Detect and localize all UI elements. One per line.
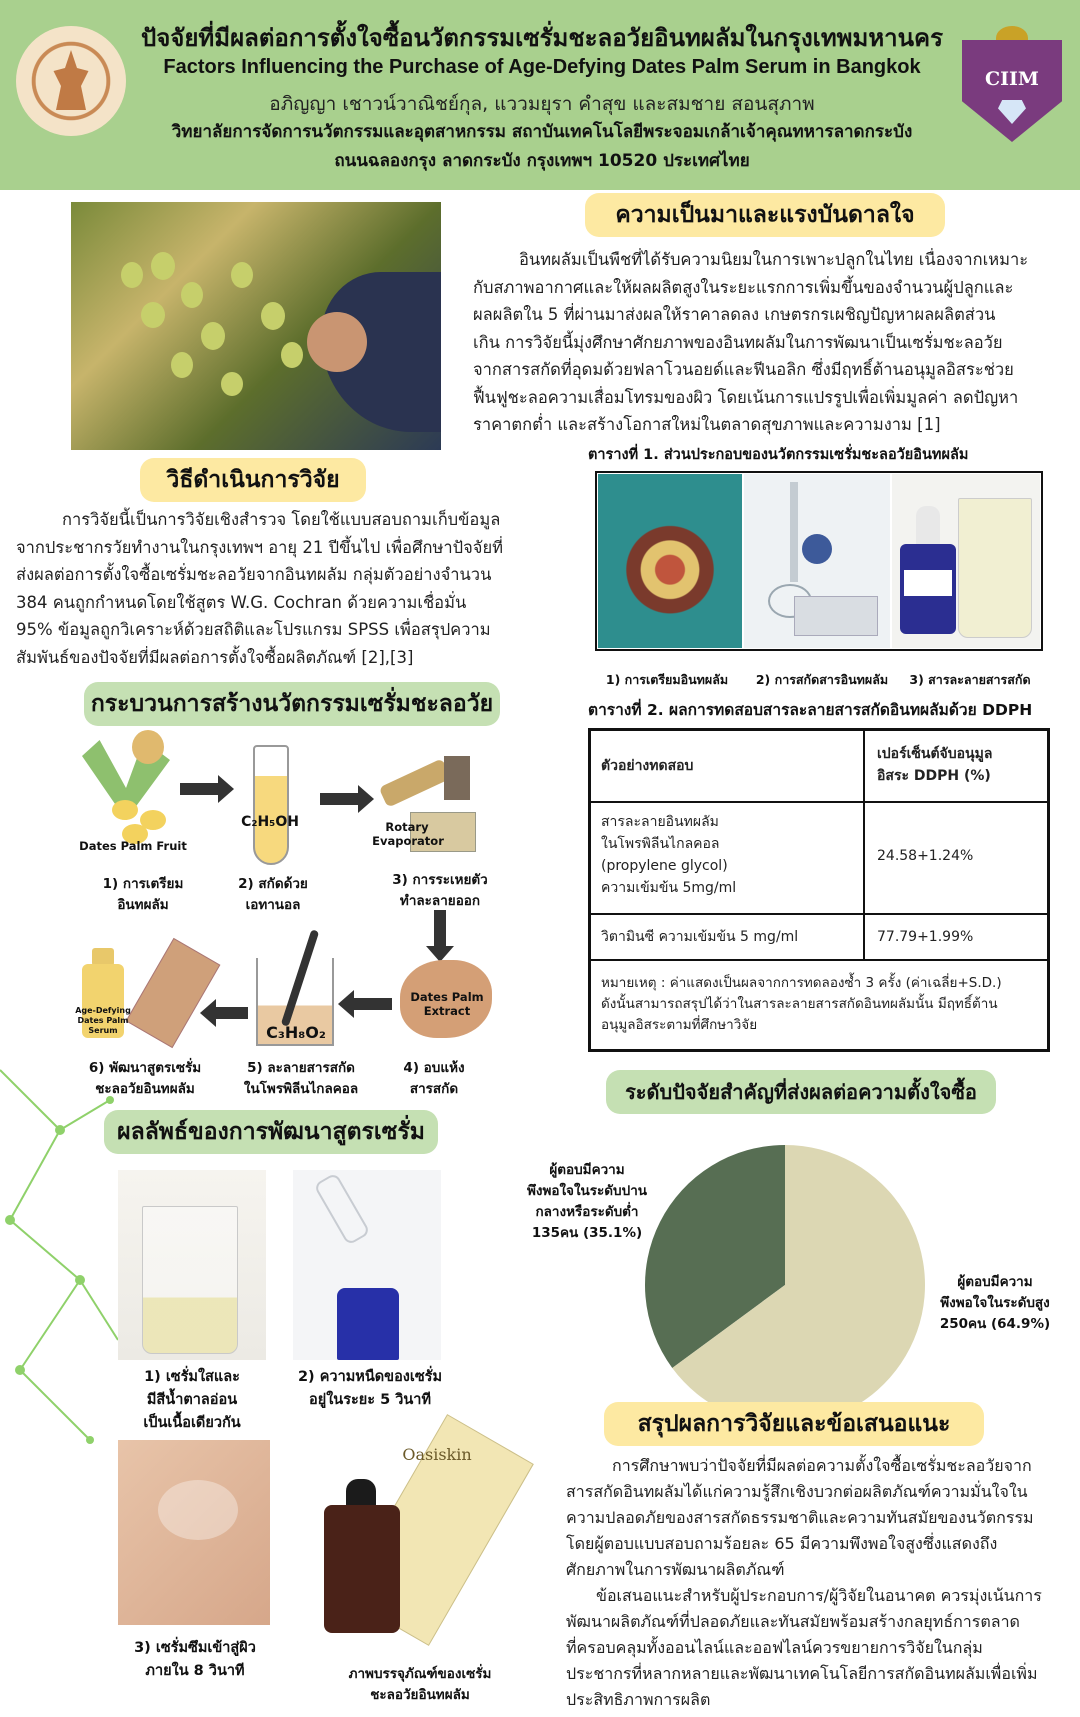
result-caption xyxy=(112,1637,278,1683)
method-line: จากประชากรวัยทำงานในกรุงเทพฯ อายุ 21 ปีขึ้นไป เพื่อศึกษาปัจจัยที่ xyxy=(16,537,504,557)
result-caption xyxy=(282,1366,458,1412)
background-line: กับสภาพอากาศและให้ผลผลิตสูงในระยะแรกการเพิ่มขึ้นของจำนวนผู้ปลูกและ xyxy=(473,277,1014,297)
serum-packaging-photo xyxy=(318,1425,498,1640)
process-step-line: 5) ละลายสารสกัด xyxy=(247,1060,355,1076)
result-caption xyxy=(112,1366,272,1435)
pie-label-line: พึงพอใจในระดับปาน xyxy=(526,1183,648,1199)
table2-col2-header-line: เปอร์เซ็นต์จับอนุมูล xyxy=(877,746,993,762)
ethanol-tube-illustration xyxy=(253,745,289,865)
package-box-illustration xyxy=(126,938,221,1048)
conclusion-line: ข้อเสนอแนะสำหรับผู้ประกอบการ/ผู้วิจัยในอนาคต ควรมุ่งเน้นการ xyxy=(596,1586,1042,1605)
result-caption-line: 2) ความหนืดของเซรั่ม xyxy=(297,1369,443,1385)
institute-seal-logo xyxy=(16,26,126,136)
serum-bottle-label xyxy=(74,1006,132,1036)
background-text xyxy=(473,246,1063,439)
conclusion-line: การศึกษาพบว่าปัจจัยที่มีผลต่อความตั้งใจซื้อเซรั่มชะลอวัยจาก xyxy=(612,1456,1032,1475)
result-caption xyxy=(330,1664,510,1706)
table2-sample-cell: วิตามินซี ความเข้มข้น 5 mg/ml xyxy=(591,915,865,959)
serum-bottle-label-line: Dates Palm xyxy=(77,1016,129,1025)
table2-sample-line: ในโพรพิลีนไกลคอล xyxy=(601,836,720,852)
pie-label-line: 250คน (64.9%) xyxy=(939,1316,1051,1332)
brand-text: Oasiskin xyxy=(402,1445,472,1464)
process-step-line: ชะลอวัยอินทผลัม xyxy=(95,1081,195,1097)
table2-note-line: อนุมูลอิสระตามที่ศึกษาวิจัย xyxy=(601,1017,758,1033)
arrow-right-icon xyxy=(180,783,220,795)
ciim-logo-text: CIIM xyxy=(985,68,1039,90)
method-heading: วิธีดำเนินการวิจัย xyxy=(140,458,366,502)
conclusion-text xyxy=(566,1453,1062,1713)
propylene-glycol-formula: C₃H₈O₂ xyxy=(266,1023,326,1042)
serum-glass-photo xyxy=(118,1170,266,1360)
process-step-line: 2) สกัดด้วย xyxy=(238,876,308,892)
table-row xyxy=(591,915,1047,961)
table2-note-line: หมายเหตุ : ค่าแสดงเป็นผลจากการทดลองซ้ำ 3 ครั้ง (ค่าเฉลี่ย+S.D.) xyxy=(601,975,1002,991)
pie-label-moderate-low xyxy=(512,1160,662,1244)
method-text xyxy=(16,506,542,671)
rotary-label: Rotary xyxy=(385,820,429,834)
pie-label-line: พึงพอใจในระดับสูง xyxy=(940,1295,1050,1311)
date-palm-photo xyxy=(71,202,441,450)
background-line: ผลผลิตใน 5 ที่ผ่านมาส่งผลให้ราคาลดลง เกษตรกรเผชิญปัญหาผลผลิตส่วน xyxy=(473,305,996,324)
serum-bottle-label-line: Age-Defying xyxy=(75,1006,131,1015)
table2-sample-line: สารละลายอินทผลัม xyxy=(601,814,719,830)
serum-dropper-photo xyxy=(293,1170,441,1360)
background-heading: ความเป็นมาและแรงบันดาลใจ xyxy=(585,193,945,237)
process-step-label xyxy=(370,870,510,912)
pie-label-line: 135คน (35.1%) xyxy=(531,1225,643,1241)
method-line: ส่งผลต่อการตั้งใจซื้อเซรั่มชะลอวัยจากอินทผลัม กลุ่มตัวอย่างจำนวน xyxy=(16,565,492,584)
table2-note-line: ดังนั้นสามารถสรุปได้ว่าในสารละลายสารสกัดอินทผลัมนั้น มีฤทธิ์ต้าน xyxy=(601,996,998,1012)
table2-col2-header xyxy=(865,731,1047,801)
table1-label: 2) การสกัดสารอินทผลัม xyxy=(755,672,889,687)
result-caption-line: 1) เซรั่มใสและ xyxy=(144,1369,240,1385)
process-step-line: 3) การระเหยตัว xyxy=(392,872,488,888)
background-line: อินทผลัมเป็นพืชที่ได้รับความนิยมในการเพาะปลูกในไทย เนื่องจากเหมาะ xyxy=(519,250,1029,269)
results-heading: ผลลัพธ์ของการพัฒนาสูตรเซรั่ม xyxy=(104,1110,438,1154)
table2-value-cell: 24.58+1.24% xyxy=(877,848,974,864)
arrow-down-icon xyxy=(434,910,446,948)
institution: วิทยาลัยการจัดการนวัตกรรมและอุตสาหกรรม สถาบันเทคโนโลยีพระจอมเกล้าเจ้าคุณทหารลาดกระบัง xyxy=(171,122,913,142)
table2-value-cell: 77.79+1.99% xyxy=(877,929,974,945)
process-step-line: สารสกัด xyxy=(409,1081,459,1097)
pie-label-line: ผู้ตอบมีความ xyxy=(957,1274,1033,1290)
pie-label-high xyxy=(920,1272,1070,1335)
result-caption-line: อยู่ในระยะ 5 วินาที xyxy=(309,1392,431,1408)
extract-solution-photo xyxy=(892,474,1040,648)
process-step-line: เอทานอล xyxy=(245,897,301,913)
process-step-line: 6) พัฒนาสูตรเซรั่ม xyxy=(88,1060,202,1076)
prepared-dates-photo xyxy=(598,474,742,648)
conclusion-line: พัฒนาผลิตภัณฑ์ที่ปลอดภัยและทันสมัยพร้อมสร้างกลยุทธ์การตลาด xyxy=(566,1612,1020,1631)
process-heading: กระบวนการสร้างนวัตกรรมเซรั่มชะลอวัย xyxy=(84,682,500,726)
method-line: 95% ข้อมูลถูกวิเคราะห์ด้วยสถิติและโปรแกรม SPSS เพื่อสรุปความ xyxy=(16,620,491,639)
table2-header-row xyxy=(591,731,1047,803)
result-caption-line: ภาพบรรจุภัณฑ์ของเซรั่ม xyxy=(348,1666,492,1682)
process-step-label xyxy=(88,874,198,916)
pie-label-line: ผู้ตอบมีความ xyxy=(549,1162,625,1178)
background-line: ฟื้นฟูชะลอความเสื่อมโทรมของผิว โดยเน้นการแปรรูปเพื่อเพิ่มมูลค่า ลดปัญหา xyxy=(473,387,1019,407)
conclusion-line: สารสกัดอินทผลัมได้แก่ความรู้สึกเชิงบวกต่อผลิตภัณฑ์ความมั่นใจใน xyxy=(566,1482,1028,1501)
process-step-label xyxy=(218,874,328,916)
method-line: 384 คนถูกกำหนดโดยใช้สูตร W.G. Cochran ด้วยความเชื่อมั่น xyxy=(16,592,467,612)
pie-label-line: กลางหรือระดับต่ำ xyxy=(535,1204,639,1220)
serum-bottle-label-line: Serum xyxy=(88,1026,118,1035)
ciim-logo xyxy=(958,26,1068,144)
result-caption-line: ภายใน 8 วินาที xyxy=(145,1663,245,1679)
rotary-evaporator-photo xyxy=(744,474,890,648)
background-line: เกิน การวิจัยนี้มุ่งศึกษาศักยภาพของอินทผลัมในการพัฒนาเป็นเซรั่มชะลอวัย xyxy=(473,332,1003,352)
header-banner xyxy=(0,0,1080,190)
conclusion-line: ศักยภาพในการพัฒนาผลิตภัณฑ์ xyxy=(566,1560,785,1579)
ethanol-formula: C₂H₅OH xyxy=(241,814,299,830)
table2-sample-cell xyxy=(591,803,865,913)
process-step-line: ในโพรพิลีนไกลคอล xyxy=(243,1081,359,1097)
table2-caption: ตารางที่ 2. ผลการทดสอบสารละลายสารสกัดอินทผลัมด้วย DDPH xyxy=(588,701,1033,719)
table1-caption: ตารางที่ 1. ส่วนประกอบของนวัตกรรมเซรั่มชะลอวัยอินทผลัม xyxy=(588,447,969,463)
table2-note xyxy=(591,965,1047,1044)
background-line: จากสารสกัดที่อุดมด้วยฟลาโวนอยด์และฟีนอลิก ซึ่งมีฤทธิ์ต้านอนุมูลอิสระช่วย xyxy=(473,360,1014,379)
result-caption-line: 3) เซรั่มซึมเข้าสู่ผิว xyxy=(134,1640,256,1656)
conclusion-line: ที่ครอบคลุมทั้งออนไลน์และออฟไลน์ควรขยายการวิจัยในกลุ่ม xyxy=(566,1638,983,1657)
table2-col2-header-line: อิสระ DDPH (%) xyxy=(877,768,991,784)
process-step-label xyxy=(70,1058,220,1100)
result-caption-line: เป็นเนื้อเดียวกัน xyxy=(143,1415,241,1431)
table1-label: 3) สารละลายสารสกัด xyxy=(909,672,1031,687)
conclusion-line: ประสิทธิภาพการผลิต xyxy=(566,1690,711,1709)
conclusion-heading: สรุปผลการวิจัยและข้อเสนอแนะ xyxy=(604,1402,984,1446)
extract-label: Extract xyxy=(423,1004,471,1018)
evaporator-label: Evaporator xyxy=(372,834,444,848)
table2-sample-line: (propylene glycol) xyxy=(601,858,728,874)
arrow-left-icon xyxy=(352,998,392,1010)
table2-col1-header: ตัวอย่างทดสอบ xyxy=(591,731,865,801)
conclusion-line: ความปลอดภัยของสารสกัดธรรมชาติและความทันสมัยของนวัตกรรม xyxy=(566,1508,1034,1527)
table2 xyxy=(588,728,1050,1052)
title-english: Factors Influencing the Purchase of Age-Defying Dates Palm Serum in Bangkok xyxy=(163,56,921,78)
process-step-line: 4) อบแห้ง xyxy=(403,1060,465,1076)
result-caption-line: มีสีน้ำตาลอ่อน xyxy=(146,1392,238,1408)
address: ถนนฉลองกรุง ลาดกระบัง กรุงเทพฯ 10520 ประเทศไทย xyxy=(334,151,750,171)
dates-palm-fruit-illustration xyxy=(82,730,170,850)
process-step-line: อินทผลัม xyxy=(117,897,169,913)
conclusion-line: ประชากรที่หลากหลายและพัฒนาเทคโนโลยีการสกัดอินทผลัมเพื่อเพิ่ม xyxy=(566,1664,1038,1683)
title-thai: ปัจจัยที่มีผลต่อการตั้งใจซื้อนวัตกรรมเซรั่มชะลอวัยอินทผลัมในกรุงเทพมหานคร xyxy=(141,24,943,52)
serum-skin-photo xyxy=(118,1440,270,1625)
network-decoration xyxy=(0,1040,120,1460)
arrow-left-icon xyxy=(214,1007,248,1019)
process-step-label xyxy=(226,1058,376,1100)
background-line: ราคาตกต่ำ และสร้างโอกาสใหม่ในตลาดสุขภาพและความงาม [1] xyxy=(473,415,941,434)
table-row xyxy=(591,803,1047,915)
result-caption-line: ชะลอวัยอินทผลัม xyxy=(370,1687,470,1703)
dates-palm-fruit-label: Dates Palm Fruit xyxy=(79,839,187,853)
arrow-right-icon xyxy=(320,793,360,805)
extract-label: Dates Palm xyxy=(410,990,484,1004)
satisfaction-pie-chart xyxy=(640,1140,930,1430)
process-step-line: 1) การเตรียม xyxy=(102,876,184,892)
table1-label: 1) การเตรียมอินทผลัม xyxy=(605,672,729,687)
conclusion-line: โดยผู้ตอบแบบสอบถามร้อยละ 65 มีความพึงพอใจสูงซึ่งแสดงถึง xyxy=(566,1534,998,1553)
table2-sample-line: ความเข้มข้น 5mg/ml xyxy=(601,880,737,896)
method-line: สัมพันธ์ของปัจจัยที่มีผลต่อการตั้งใจซื้อผลิตภัณฑ์ [2],[3] xyxy=(16,647,414,667)
authors: อภิญญา เชาวน์วาณิชย์กุล, แววมยุรา คำสุข และสมชาย สอนสุภาพ xyxy=(269,93,815,115)
factors-heading: ระดับปัจจัยสำคัญที่ส่งผลต่อความตั้งใจซื้อ xyxy=(606,1070,996,1114)
process-step-label xyxy=(374,1058,494,1100)
process-step-line: ทำละลายออก xyxy=(399,893,481,909)
method-line: การวิจัยนี้เป็นการวิจัยเชิงสำรวจ โดยใช้แบบสอบถามเก็บข้อมูล xyxy=(62,510,501,529)
